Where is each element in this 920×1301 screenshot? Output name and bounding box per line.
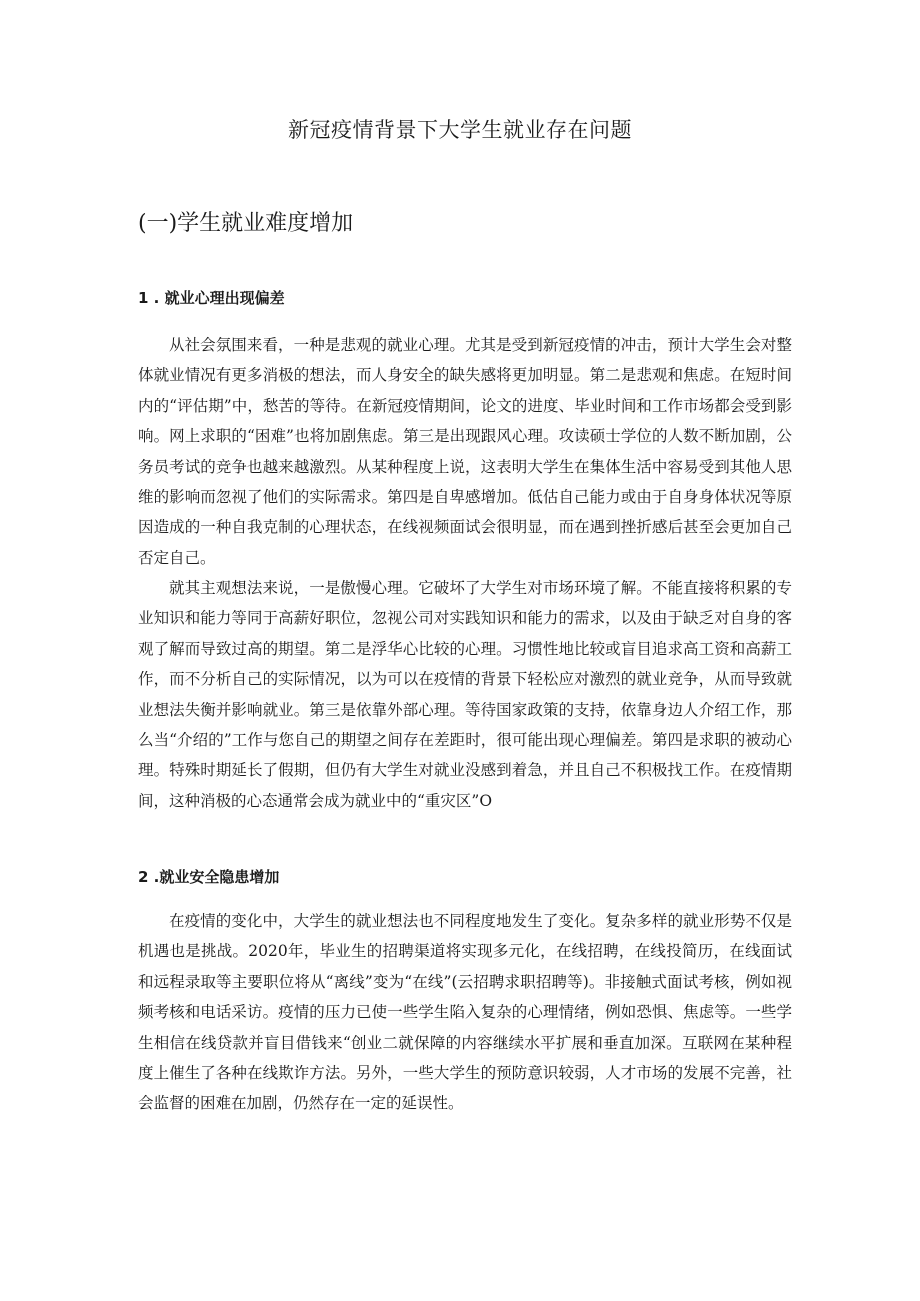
subsection-heading-2: 2 .就业安全隐患增加	[138, 868, 280, 886]
subsection-heading-1: 1 . 就业心理出现偏差	[138, 289, 285, 307]
section-heading-1: (一)学生就业难度增加	[138, 211, 354, 236]
paragraph: 在疫情的变化中，大学生的就业想法也不同程度地发生了变化。复杂多样的就业形势不仅是机遇也是挑战。2020年，毕业生的招聘渠道将实现多元化，在线招聘，在线投简历，在线面试和远程录取等主要职位将从“离线”变为“在线”(云招聘求职招聘等)。非接触式面试考核，例如视频考核和电话采访。疫情的压力已使一些学生陷入复杂的心理情绪，例如恐惧、焦虑等。一些学生相信在线贷款并盲目借钱来“创业二就保障的内容继续水平扩展和垂直加深。互联网在某种程度上催生了各种在线欺诈方法。另外，一些大学生的预防意识较弱，人才市场的发展不完善，社会监督的困难在加剧，仍然存在一定的延误性。	[138, 912, 792, 1113]
paragraph: 就其主观想法来说，一是傲慢心理。它破坏了大学生对市场环境了解。不能直接将积累的专业知识和能力等同于高薪好职位，忽视公司对实践知识和能力的需求，以及由于缺乏对自身的客观了解而导致过高的期望。第二是浮华心比较的心理。习惯性地比较或盲目追求高工资和高薪工作，而不分析自己的实际情况，以为可以在疫情的背景下轻松应对激烈的就业竞争，从而导致就业想法失衡并影响就业。第三是依靠外部心理。等待国家政策的支持，依靠身边人介绍工作，那么当“介绍的”工作与您自己的期望之间存在差距时，很可能出现心理偏差。第四是求职的被动心理。特殊时期延长了假期，但仍有大学生对就业没感到着急，并且自己不积极找工作。在疫情期间，这种消极的心态通常会成为就业中的“重灾区”O	[138, 579, 792, 810]
paragraph: 从社会氛围来看，一种是悲观的就业心理。尤其是受到新冠疫情的冲击，预计大学生会对整体就业情况有更多消极的想法，而人身安全的缺失感将更加明显。第二是悲观和焦虑。在短时间内的“评估期”中，愁苦的等待。在新冠疫情期间，论文的进度、毕业时间和工作市场都会受到影响。网上求职的“困难”也将加剧焦虑。第三是出现跟风心理。攻读硕士学位的人数不断加剧，公务员考试的竞争也越来越激烈。从某种程度上说，这表明大学生在集体生活中容易受到其他人思维的影响而忽视了他们的实际需求。第四是自卑感增加。低估自己能力或由于自身身体状况等原因造成的一种自我克制的心理状态，在线视频面试会很明显，而在遇到挫折感后甚至会更加自己否定自己。	[138, 336, 792, 567]
document-title: 新冠疫情背景下大学生就业存在问题	[288, 118, 632, 142]
